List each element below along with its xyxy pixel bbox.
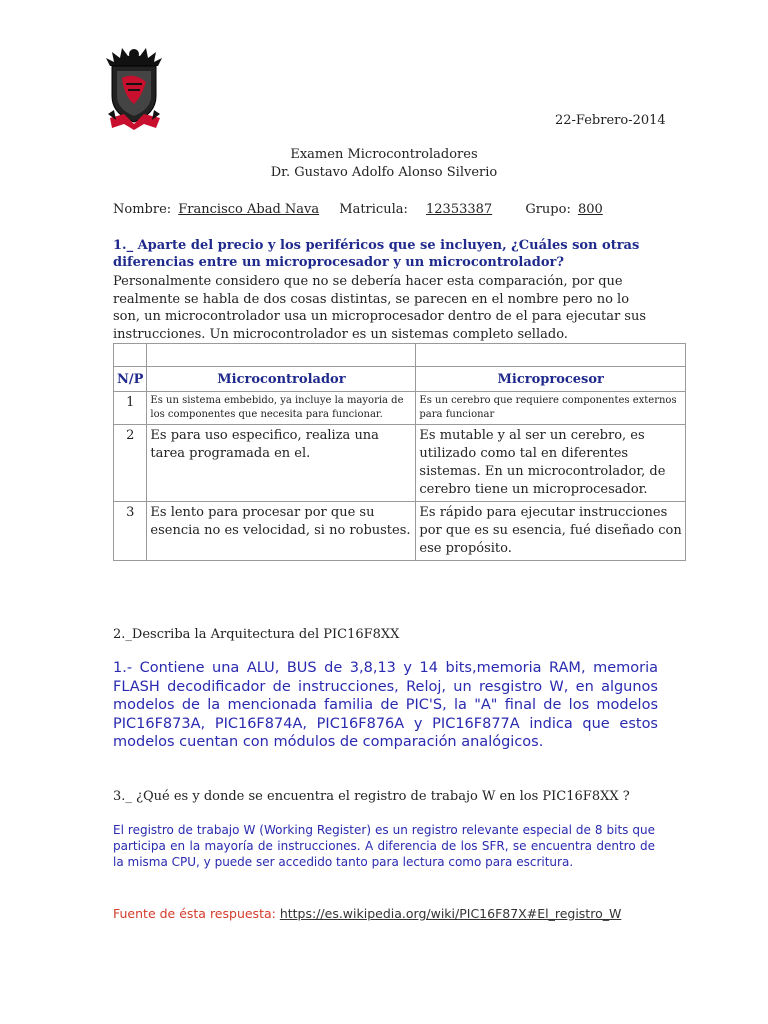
question-3: 3._ ¿Qué es y donde se encuentra el registro de trabajo W en los PIC16F8XX ? bbox=[113, 789, 630, 804]
name-label: Nombre: bbox=[113, 202, 172, 217]
answer-2: 1.- Contiene una ALU, BUS de 3,8,13 y 14 bits,memoria RAM, memoria FLASH decodificador de instrucciones, Reloj, un resgistro W, en algunos modelos de la mencionada familia de PIC'S, la "A" final de los modelos PIC16F873A, PIC16F874A, PIC16F876A y PIC16F877A indica que estos modelos cuentan con módulos de comparación analógicos. bbox=[113, 660, 658, 750]
teacher-name: Dr. Gustavo Adolfo Alonso Silverio bbox=[270, 165, 498, 180]
microcontrolador-cell: Es lento para procesar por que su esencia no es velocidad, si no robustes. bbox=[147, 502, 416, 561]
comparison-table bbox=[113, 343, 686, 561]
student-info-row bbox=[113, 202, 603, 217]
name-value: Francisco Abad Nava bbox=[178, 202, 320, 217]
microcontrolador-cell: Es para uso especifico, realiza una tarea programada en el. bbox=[147, 425, 416, 502]
microprocesor-cell: Es un cerebro que requiere componentes externos para funcionar bbox=[416, 392, 686, 425]
table-row bbox=[114, 502, 686, 561]
source-label: Fuente de ésta respuesta: bbox=[113, 906, 276, 921]
header-np: N/P bbox=[114, 367, 147, 392]
matricula-value: 12353387 bbox=[426, 202, 493, 217]
answer-3: El registro de trabajo W (Working Register) es un registro relevante especial de 8 bits que participa en la mayoría de instrucciones. A diferencia de los SFR, se encuentra dentro de la misma CPU, y puede ser accedido tanto para lectura como para escritura. bbox=[113, 823, 655, 869]
matricula-label: Matricula: bbox=[339, 202, 408, 217]
microprocesor-cell: Es rápido para ejecutar instrucciones por que es su esencia, fué diseñado con ese propósito. bbox=[416, 502, 686, 561]
grupo-value: 800 bbox=[577, 202, 603, 217]
header-microprocesor: Microprocesor bbox=[416, 367, 686, 392]
source-link[interactable]: https://es.wikipedia.org/wiki/PIC16F87X#El_registro_W bbox=[279, 906, 622, 921]
row-number: 1 bbox=[114, 392, 147, 425]
row-number: 2 bbox=[114, 425, 147, 502]
answer-1: Personalmente considero que no se debería hacer esta comparación, por que realmente se habla de dos cosas distintas, se parecen en el nombre pero no lo son, un microcontrolador usa un microprocesador dentro de el para ejecutar sus instrucciones. Un microcontrolador es un sistemas completo sellado. bbox=[113, 274, 647, 342]
microcontrolador-cell: Es un sistema embebido, ya incluye la mayoria de los componentes que necesita para funcionar. bbox=[147, 392, 416, 425]
header-microcontrolador: Microcontrolador bbox=[147, 367, 416, 392]
question-1: 1._ Aparte del precio y los periféricos que se incluyen, ¿Cuáles son otras diferencias entre un microprocesador y un microcontrolador? bbox=[113, 238, 640, 270]
university-coat-of-arms-icon bbox=[104, 44, 164, 130]
question-2: 2._Describa la Arquitectura del PIC16F8XX bbox=[113, 627, 400, 642]
exam-date: 22-Febrero-2014 bbox=[555, 113, 666, 128]
grupo-label: Grupo: bbox=[525, 202, 571, 217]
table-header-row bbox=[114, 367, 686, 392]
source-line bbox=[113, 906, 621, 921]
table-row bbox=[114, 392, 686, 425]
table-spacer-row bbox=[114, 344, 686, 367]
table-row bbox=[114, 425, 686, 502]
row-number: 3 bbox=[114, 502, 147, 561]
microprocesor-cell: Es mutable y al ser un cerebro, es utilizado como tal en diferentes sistemas. En un microcontrolador, de cerebro tiene un microprocesador. bbox=[416, 425, 686, 502]
exam-title: Examen Microcontroladores bbox=[290, 147, 478, 162]
